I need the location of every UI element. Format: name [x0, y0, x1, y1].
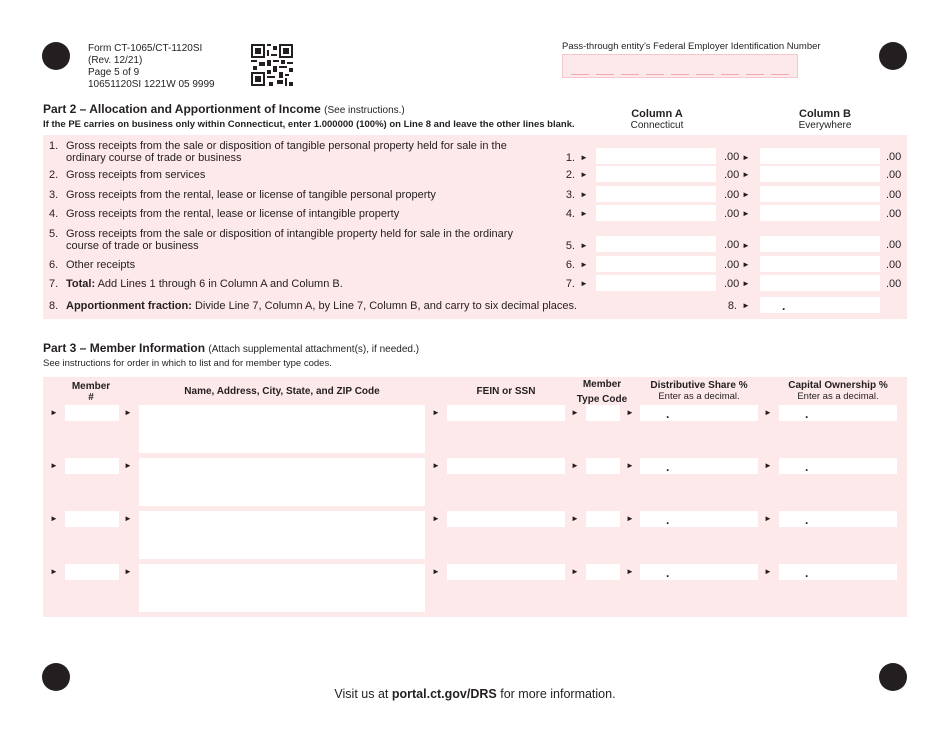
line-description: Gross receipts from the rental, lease or license of intangible property	[66, 208, 400, 220]
fein-digit-slot	[646, 74, 664, 75]
fein-digit-slot	[746, 74, 764, 75]
arrow-icon: ►	[580, 279, 588, 288]
line-ref: 8.	[727, 300, 737, 312]
arrow-icon: ►	[571, 408, 579, 417]
line-ref: 2.	[565, 169, 575, 181]
arrow-icon: ►	[571, 461, 579, 470]
line-ref: 6.	[565, 259, 575, 271]
fein-label: Pass-through entity’s Federal Employer Identification Number	[562, 41, 821, 52]
member-row	[43, 405, 907, 455]
cents-label: .00	[886, 239, 902, 251]
line-ref: 3.	[565, 189, 575, 201]
part2-panel	[43, 135, 907, 319]
arrow-icon: ►	[764, 567, 772, 576]
line-ref: 1.	[565, 152, 575, 164]
line-bold-label: Total:	[66, 278, 96, 290]
fein-digit-slot	[621, 74, 639, 75]
arrow-icon: ►	[50, 408, 58, 417]
arrow-icon: ►	[432, 461, 440, 470]
arrow-icon: ►	[580, 241, 588, 250]
line-2-column-b-input[interactable]	[760, 166, 880, 182]
arrow-icon: ►	[742, 153, 750, 162]
part2-title: Part 2 – Allocation and Apportionment of Income (See instructions.)	[43, 102, 405, 116]
arrow-icon: ►	[764, 514, 772, 523]
arrow-icon: ►	[742, 170, 750, 179]
distributive-share-input[interactable]	[640, 564, 758, 580]
line-5-column-a-input[interactable]	[596, 236, 716, 252]
fein-digit-slot	[721, 74, 739, 75]
registration-mark-top-left	[42, 42, 70, 70]
decimal-point: .	[805, 460, 809, 474]
form-revision: (Rev. 12/21)	[88, 55, 143, 66]
line-2-column-a-input[interactable]	[596, 166, 716, 182]
form-name: Form CT-1065/CT-1120SI	[88, 43, 203, 54]
cents-label: .00	[886, 259, 902, 271]
capital-ownership-input[interactable]	[779, 511, 897, 527]
line-number: 2.	[49, 169, 59, 181]
member-row	[43, 564, 907, 614]
line-description: Total: Add Lines 1 through 6 in Column A and Column B.	[66, 278, 343, 290]
arrow-icon: ►	[571, 514, 579, 523]
capital-ownership-input[interactable]	[779, 458, 897, 474]
fein-ssn-input[interactable]	[447, 405, 565, 421]
capital-ownership-input[interactable]	[779, 564, 897, 580]
distributive-share-input[interactable]	[640, 511, 758, 527]
line-description: Gross receipts from the rental, lease or license of tangible personal property	[66, 189, 436, 201]
line-number: 6.	[49, 259, 59, 271]
line-number: 4.	[49, 208, 59, 220]
part3-title: Part 3 – Member Information (Attach supplemental attachment(s), if needed.)	[43, 341, 420, 355]
name-address-input[interactable]	[139, 405, 425, 453]
line-7-column-b-input[interactable]	[760, 275, 880, 291]
part3-panel	[43, 377, 907, 617]
line-bold-label: Apportionment fraction:	[66, 300, 192, 312]
cents-label: .00	[724, 151, 740, 163]
cents-label: .00	[724, 189, 740, 201]
line-number: 7.	[49, 278, 59, 290]
member-number-input[interactable]	[65, 405, 119, 421]
arrow-icon: ►	[580, 170, 588, 179]
member-type-code-input[interactable]	[586, 511, 620, 527]
line-6-column-a-input[interactable]	[596, 256, 716, 272]
line-number: 1.	[49, 140, 59, 152]
arrow-icon: ►	[742, 209, 750, 218]
cents-label: .00	[724, 259, 740, 271]
arrow-icon: ►	[742, 279, 750, 288]
line-number: 3.	[49, 189, 59, 201]
line-description: Gross receipts from the sale or disposition of intangible property held for sale in the ordinary course of trade or business	[66, 228, 513, 252]
name-address-input[interactable]	[139, 458, 425, 506]
form-identifier	[88, 43, 202, 79]
arrow-icon: ►	[124, 514, 132, 523]
fein-digit-slot	[696, 74, 714, 75]
arrow-icon: ►	[432, 408, 440, 417]
member-number-input[interactable]	[65, 564, 119, 580]
line-3-column-b-input[interactable]	[760, 186, 880, 202]
member-type-code-input[interactable]	[586, 458, 620, 474]
arrow-icon: ►	[124, 461, 132, 470]
line-number: 8.	[49, 300, 59, 312]
decimal-point: .	[666, 460, 670, 474]
footer: Visit us at portal.ct.gov/DRS for more information.	[334, 687, 616, 701]
line-7-column-a-input[interactable]	[596, 275, 716, 291]
footer-link[interactable]: portal.ct.gov/DRS	[391, 687, 497, 701]
line-ref: 5.	[565, 240, 575, 252]
fein-digit-slot	[671, 74, 689, 75]
member-row	[43, 458, 907, 508]
arrow-icon: ►	[124, 408, 132, 417]
arrow-icon: ►	[50, 461, 58, 470]
arrow-icon: ►	[124, 567, 132, 576]
arrow-icon: ►	[626, 408, 634, 417]
line-ref: 4.	[565, 208, 575, 220]
arrow-icon: ►	[50, 567, 58, 576]
line-5	[43, 225, 907, 253]
arrow-icon: ►	[580, 190, 588, 199]
arrow-icon: ►	[580, 209, 588, 218]
arrow-icon: ►	[50, 514, 58, 523]
fein-digit-slot	[771, 74, 789, 75]
line-1-column-a-input[interactable]	[596, 148, 716, 164]
part2-instruction: If the PE carries on business only within Connecticut, enter 1.000000 (100%) on Line 8 and leave the other lines blank.	[43, 119, 575, 130]
member-type-code-header: Member Type Code	[576, 379, 628, 405]
line-description: Apportionment fraction: Divide Line 7, Column A, by Line 7, Column B, and carry to six decimal places.	[66, 300, 578, 312]
member-type-code-input[interactable]	[586, 564, 620, 580]
cents-label: .00	[724, 239, 740, 251]
arrow-icon: ►	[742, 241, 750, 250]
line-ref: 7.	[565, 278, 575, 290]
registration-mark-top-right	[879, 42, 907, 70]
capital-ownership-input[interactable]	[779, 405, 897, 421]
line-2	[43, 166, 907, 184]
arrow-icon: ►	[432, 567, 440, 576]
fein-ssn-input[interactable]	[447, 511, 565, 527]
name-address-header: Name, Address, City, State, and ZIP Code	[184, 386, 380, 397]
arrow-icon: ►	[626, 514, 634, 523]
arrow-icon: ►	[580, 260, 588, 269]
line-4-column-a-input[interactable]	[596, 205, 716, 221]
arrow-icon: ►	[764, 461, 772, 470]
part3-instruction: See instructions for order in which to list and for member type codes.	[43, 358, 332, 369]
arrow-icon: ►	[626, 461, 634, 470]
arrow-icon: ►	[571, 567, 579, 576]
cents-label: .00	[886, 169, 902, 181]
page-number: Page 5 of 9	[88, 67, 140, 78]
cents-label: .00	[886, 278, 902, 290]
cents-label: .00	[724, 278, 740, 290]
line-description: Other receipts	[66, 259, 136, 271]
line-1	[43, 138, 907, 164]
column-a-header: Column A Connecticut	[630, 108, 684, 131]
fein-ssn-input[interactable]	[447, 564, 565, 580]
arrow-icon: ►	[580, 153, 588, 162]
line-8-apportionment-input[interactable]	[760, 297, 880, 313]
fein-input[interactable]	[562, 54, 798, 78]
name-address-input[interactable]	[139, 511, 425, 559]
line-5-column-b-input[interactable]	[760, 236, 880, 252]
line-4-column-b-input[interactable]	[760, 205, 880, 221]
cents-label: .00	[724, 169, 740, 181]
cents-label: .00	[886, 208, 902, 220]
line-6-column-b-input[interactable]	[760, 256, 880, 272]
decimal-point: .	[666, 513, 670, 527]
arrow-icon: ►	[764, 408, 772, 417]
arrow-icon: ►	[742, 301, 750, 310]
line-number: 5.	[49, 228, 59, 240]
fein-ssn-header: FEIN or SSN	[476, 386, 536, 397]
line-description: Gross receipts from services	[66, 169, 206, 181]
line-3-column-a-input[interactable]	[596, 186, 716, 202]
decimal-point: .	[666, 407, 670, 421]
decimal-point: .	[782, 299, 786, 313]
fein-digit-slot	[596, 74, 614, 75]
decimal-point: .	[805, 513, 809, 527]
column-b-header: Column B Everywhere	[798, 108, 852, 131]
member-row	[43, 511, 907, 561]
line-3	[43, 186, 907, 204]
line-8	[43, 297, 907, 315]
member-type-code-input[interactable]	[586, 405, 620, 421]
arrow-icon: ►	[626, 567, 634, 576]
capital-ownership-header: Capital Ownership % Enter as a decimal.	[788, 380, 888, 402]
member-number-input[interactable]	[65, 458, 119, 474]
arrow-icon: ►	[742, 190, 750, 199]
name-address-input[interactable]	[139, 564, 425, 612]
line-4	[43, 205, 907, 223]
member-number-header: Member #	[71, 381, 111, 403]
arrow-icon: ►	[432, 514, 440, 523]
line-1-column-b-input[interactable]	[760, 148, 880, 164]
cents-label: .00	[886, 151, 902, 163]
form-code: 10651120SI 1221W 05 9999	[88, 79, 215, 90]
cents-label: .00	[724, 208, 740, 220]
line-7	[43, 275, 907, 293]
fein-digit-slot	[571, 74, 589, 75]
line-6	[43, 256, 907, 274]
cents-label: .00	[886, 189, 902, 201]
decimal-point: .	[805, 407, 809, 421]
distributive-share-input[interactable]	[640, 405, 758, 421]
distributive-share-input[interactable]	[640, 458, 758, 474]
decimal-point: .	[805, 566, 809, 580]
qr-code-icon	[250, 44, 294, 86]
member-number-input[interactable]	[65, 511, 119, 527]
distributive-share-header: Distributive Share % Enter as a decimal.	[650, 380, 748, 402]
arrow-icon: ►	[742, 260, 750, 269]
line-description: Gross receipts from the sale or disposition of tangible personal property held for sale in the ordinary course of trade or business	[66, 140, 507, 164]
decimal-point: .	[666, 566, 670, 580]
fein-ssn-input[interactable]	[447, 458, 565, 474]
